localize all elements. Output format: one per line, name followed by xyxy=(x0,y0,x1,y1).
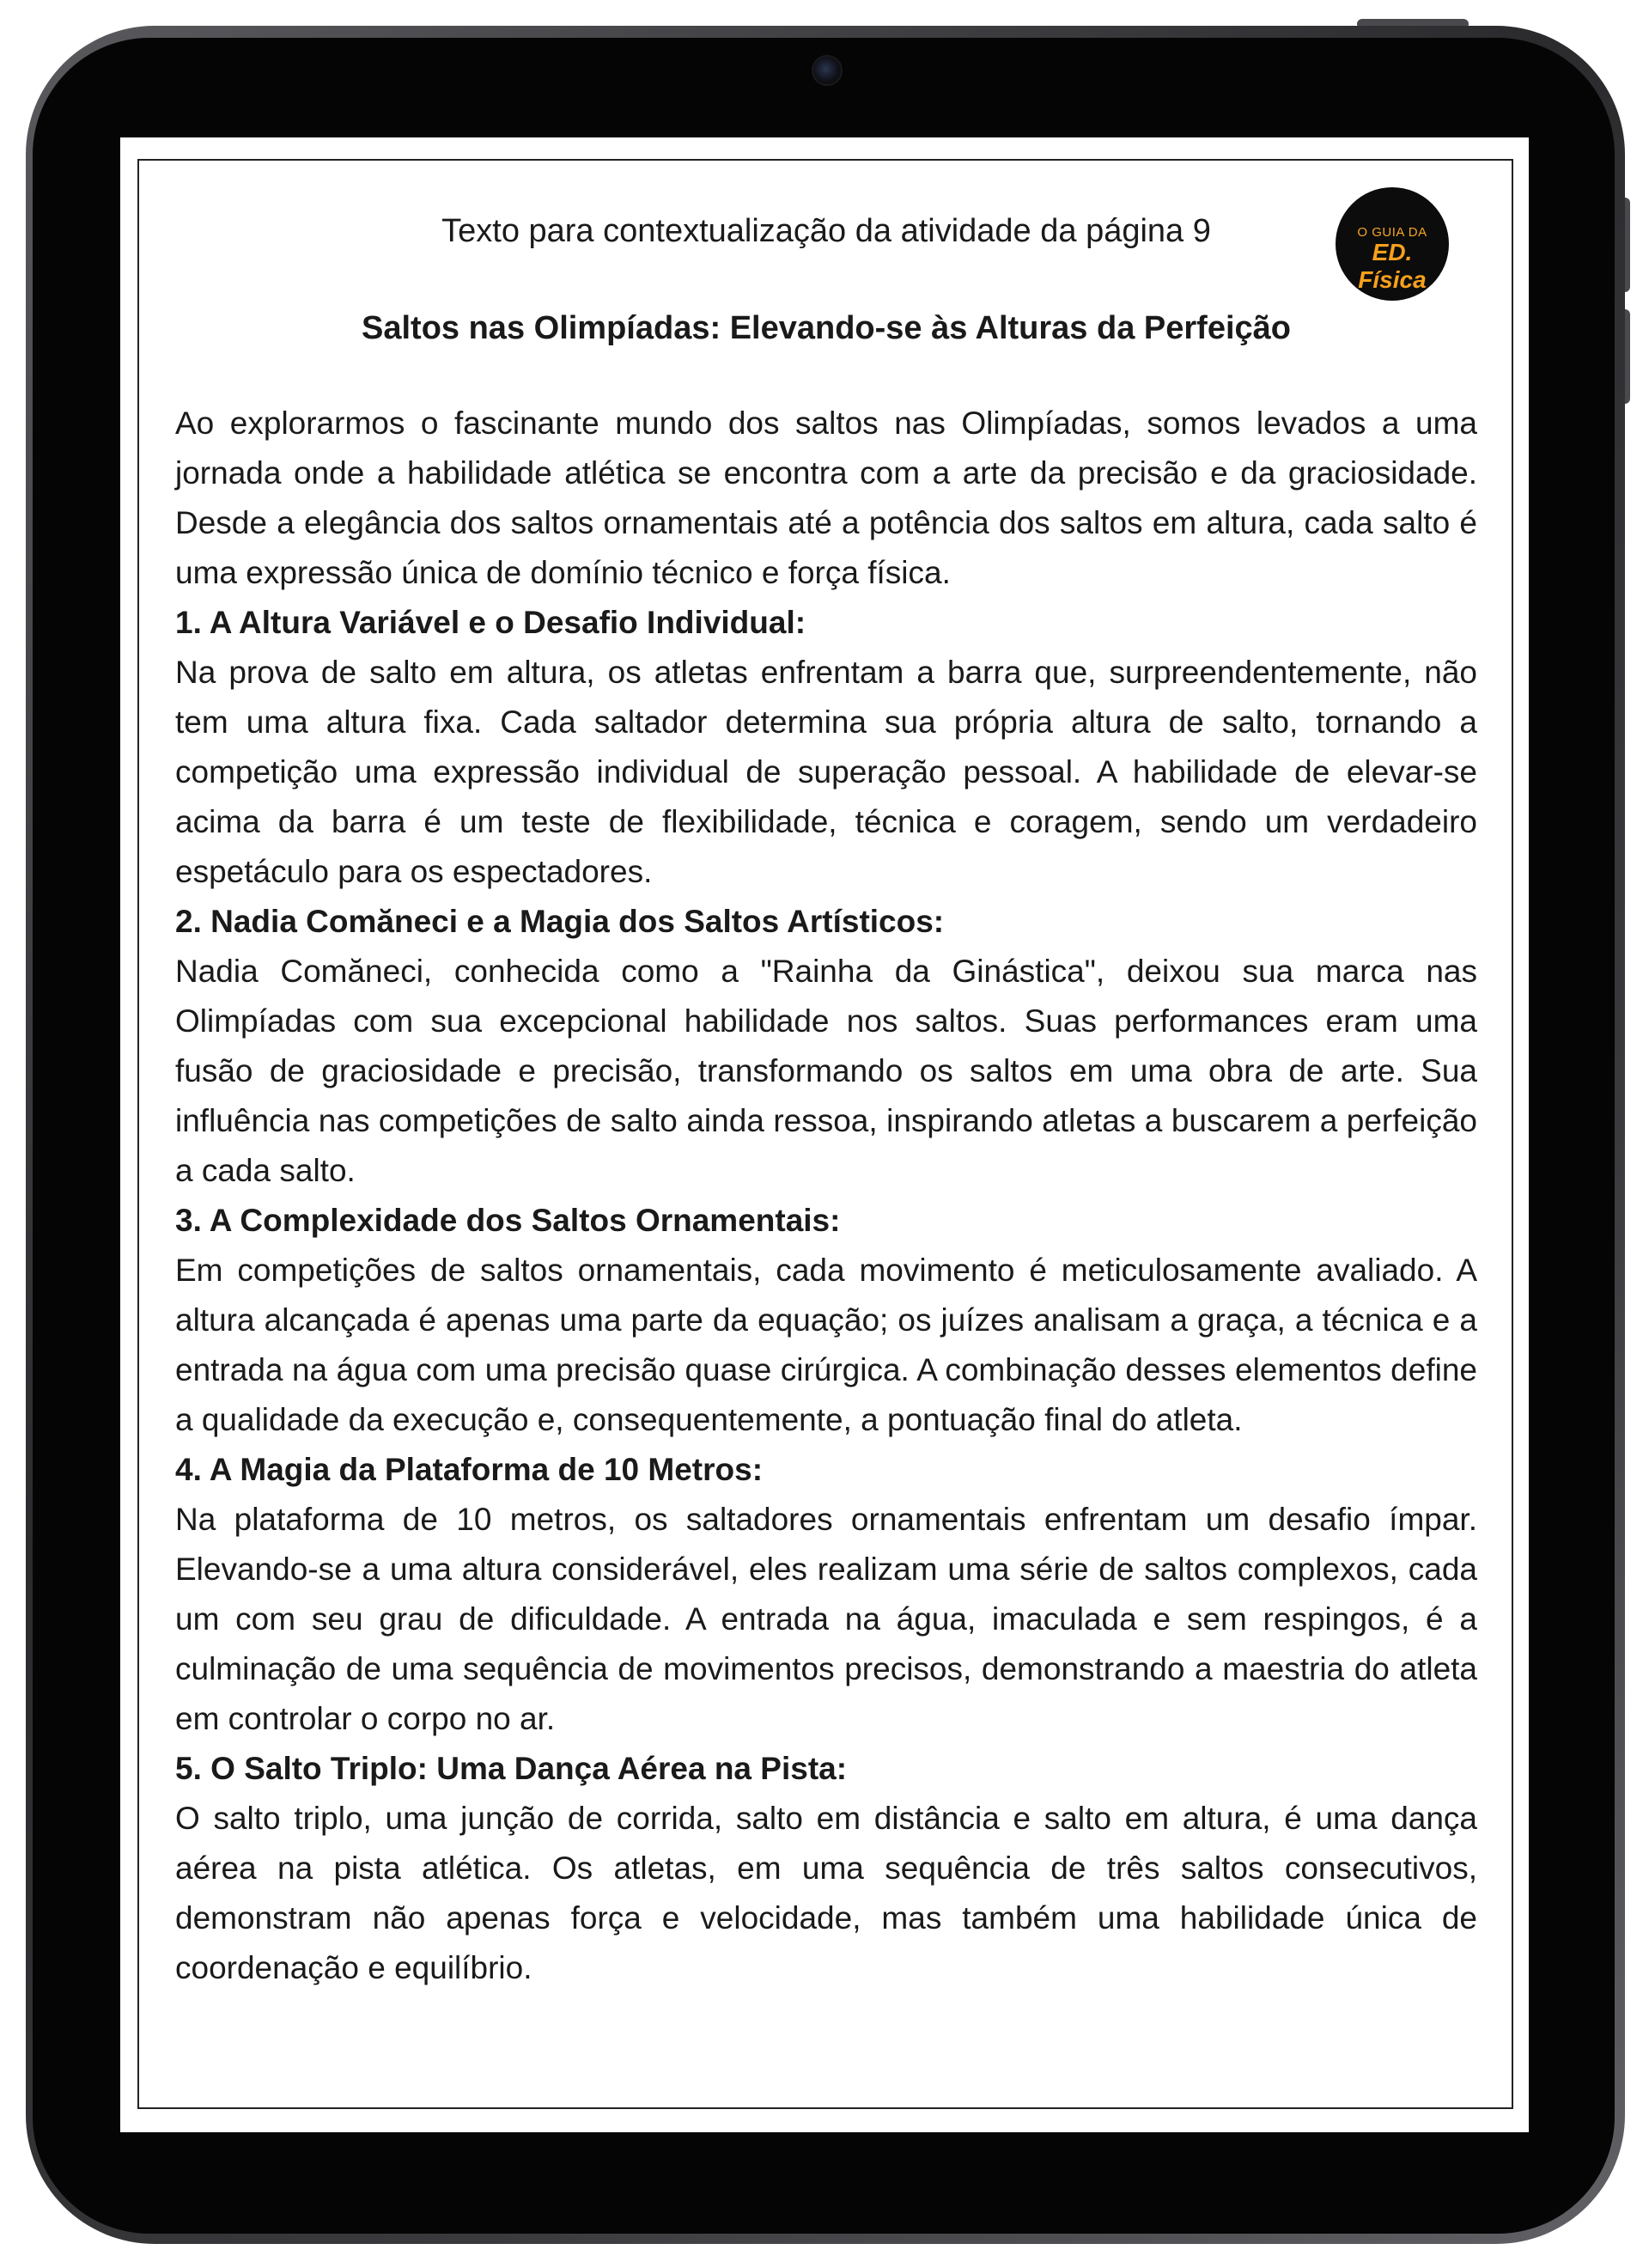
section-text-2: Nadia Comăneci, conhecida como a "Rainha da Ginástica", deixou sua marca nas Olimpíadas com sua excepcional habilidade nos saltos. Suas performances eram uma fusão de graciosidade e precisão, transformando os saltos em uma obra de arte. Sua influência nas competições de salto ainda ressoa, inspirando atletas a buscarem a perfeição a cada salto. xyxy=(175,954,1477,1188)
document-body xyxy=(175,399,1477,1993)
section-text-1: Na prova de salto em altura, os atletas enfrentam a barra que, surpreendentemente, não tem uma altura fixa. Cada saltador determina sua própria altura de salto, tornando a competição uma expressão individual de superação pessoal. A habilidade de elevar-se acima da barra é um teste de flexibilidade, técnica e coragem, sendo um verdadeiro espetáculo para os espectadores. xyxy=(175,655,1477,889)
logo-line-2: ED. Física xyxy=(1358,239,1427,293)
tablet-screen xyxy=(120,137,1529,2132)
section-heading-3: 3. A Complexidade dos Saltos Ornamentais: xyxy=(175,1203,841,1238)
front-camera-icon xyxy=(812,55,843,86)
intro-paragraph: Ao explorarmos o fascinante mundo dos saltos nas Olimpíadas, somos levados a uma jornada onde a habilidade atlética se encontra com a arte da precisão e da graciosidade. Desde a elegância dos saltos ornamentais até a potência dos saltos em altura, cada salto é uma expressão única de domínio técnico e força física. xyxy=(175,405,1477,590)
section-heading-4: 4. A Magia da Plataforma de 10 Metros: xyxy=(175,1452,764,1487)
section-heading-1: 1. A Altura Variável e o Desafio Individual: xyxy=(175,605,806,640)
document-header: Texto para contextualização da atividade da página 9 xyxy=(441,213,1211,249)
document-page xyxy=(175,185,1477,1993)
section-text-5: O salto triplo, uma junção de corrida, salto em distância e salto em altura, é uma dança aérea na pista atlética. Os atletas, em uma sequência de três saltos consecutivos, demonstram não apenas força e velocidade, mas também uma habilidade única de coordenação e equilíbrio. xyxy=(175,1801,1477,1985)
logo-line-1: O GUIA DA xyxy=(1357,225,1427,240)
section-heading-2: 2. Nadia Comăneci e a Magia dos Saltos Artísticos: xyxy=(175,904,945,939)
section-text-3: Em competições de saltos ornamentais, cada movimento é meticulosamente avaliado. A altura alcançada é apenas uma parte da equação; os juízes analisam a graça, a técnica e a entrada na água com uma precisão quase cirúrgica. A combinação desses elementos define a qualidade da execução e, consequentemente, a pontuação final do atleta. xyxy=(175,1253,1477,1437)
section-heading-5: 5. O Salto Triplo: Uma Dança Aérea na Pista: xyxy=(175,1751,848,1786)
section-text-4: Na plataforma de 10 metros, os saltadores ornamentais enfrentam um desafio ímpar. Elevando-se a uma altura considerável, eles realizam uma série de saltos complexos, cada um com seu grau de dificuldade. A entrada na água, imaculada e sem respingos, é a culminação de uma sequência de movimentos precisos, demonstrando a maestria do atleta em controlar o corpo no ar. xyxy=(175,1502,1477,1736)
document-title: Saltos nas Olimpíadas: Elevando-se às Alturas da Perfeição xyxy=(362,310,1291,346)
